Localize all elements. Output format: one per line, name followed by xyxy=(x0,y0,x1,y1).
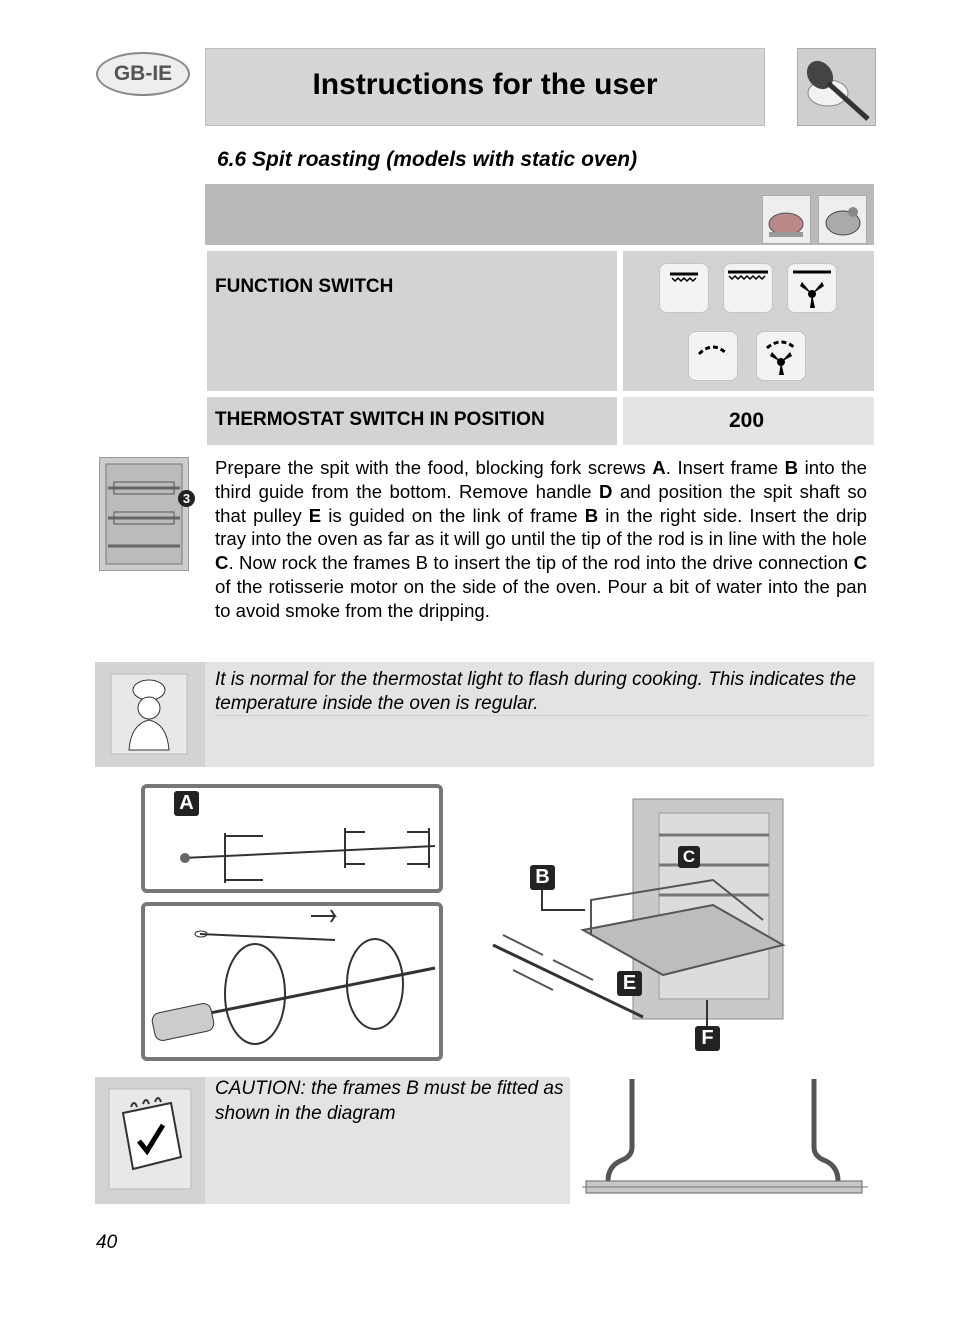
label-f: F xyxy=(695,1026,720,1051)
chef-spoon-logo xyxy=(797,48,876,126)
fan-grill-icon xyxy=(787,263,837,313)
section-title: 6.6 Spit roasting (models with static oven) xyxy=(217,148,638,171)
label-f-leader xyxy=(706,1000,708,1026)
label-c: C xyxy=(678,846,700,868)
thermostat-value: 200 xyxy=(729,409,765,432)
note-divider xyxy=(215,715,868,716)
instruction-ref-letter: C xyxy=(215,552,229,574)
page-title: Instructions for the user xyxy=(312,68,658,101)
spoon-icon xyxy=(798,49,875,125)
chef-icon xyxy=(95,662,205,767)
oven-shelf-image xyxy=(99,457,189,571)
label-b-leader xyxy=(541,890,543,910)
top-heat-icon xyxy=(659,263,709,313)
page-header xyxy=(205,48,765,126)
shelf-number-badge: 3 xyxy=(178,490,195,507)
language-badge: GB-IE xyxy=(96,52,190,96)
label-b-leader-h xyxy=(541,909,585,911)
fan-spit-icon xyxy=(756,331,806,381)
note-text: It is normal for the thermostat light to flash during cooking. This indicates the temperature inside the oven is regular. xyxy=(215,669,857,714)
instruction-ref-letter: B xyxy=(784,457,799,478)
instructions-text xyxy=(215,456,867,623)
thermostat-label: THERMOSTAT SWITCH IN POSITION xyxy=(215,409,545,430)
function-switch-label: FUNCTION SWITCH xyxy=(215,276,394,297)
spit-assembly-diagram xyxy=(141,902,443,1061)
page-number: 40 xyxy=(96,1232,118,1253)
instruction-segment: . Insert frame xyxy=(665,457,785,478)
label-e: E xyxy=(617,971,642,996)
instruction-ref-letter: D xyxy=(598,480,613,502)
instruction-segment: and position the spit shaft so that pulley xyxy=(215,480,867,526)
grill-icon xyxy=(723,263,773,313)
instruction-ref-letter: A xyxy=(652,457,666,478)
label-a: A xyxy=(174,791,199,816)
instruction-segment: of the rotisserie motor on the side of the oven. Pour a bit of water into the pan to avoid smoke from the dripping. xyxy=(215,575,867,621)
instruction-segment: . Now rock the frames B to insert the tip of the rod into the drive connection xyxy=(228,552,854,574)
thermostat-label-cell xyxy=(207,397,617,445)
instruction-segment: in the right side. Insert the drip tray into the oven as far as it will go until the tip of the rod is in line with the hole xyxy=(215,504,867,550)
thermostat-value-cell xyxy=(623,397,874,445)
spit-icon xyxy=(688,331,738,381)
function-switch-cell xyxy=(207,251,617,391)
notepad-icon xyxy=(95,1077,205,1204)
instruction-segment: is guided on the link of frame xyxy=(321,504,585,526)
instruction-segment: Prepare the spit with the food, blocking fork screws xyxy=(215,457,653,478)
instruction-ref-letter: C xyxy=(853,552,867,574)
roast-icon xyxy=(762,195,811,244)
chicken-icon xyxy=(818,195,867,244)
instruction-ref-letter: B xyxy=(584,504,599,526)
label-b: B xyxy=(530,865,555,890)
caution-text: CAUTION: the frames B must be fitted as shown in the diagram xyxy=(215,1078,564,1124)
instruction-segment: into the third guide from the bottom. Remove handle xyxy=(215,457,867,502)
instruction-ref-letter: E xyxy=(308,504,322,526)
frame-position-diagram xyxy=(580,1077,870,1203)
